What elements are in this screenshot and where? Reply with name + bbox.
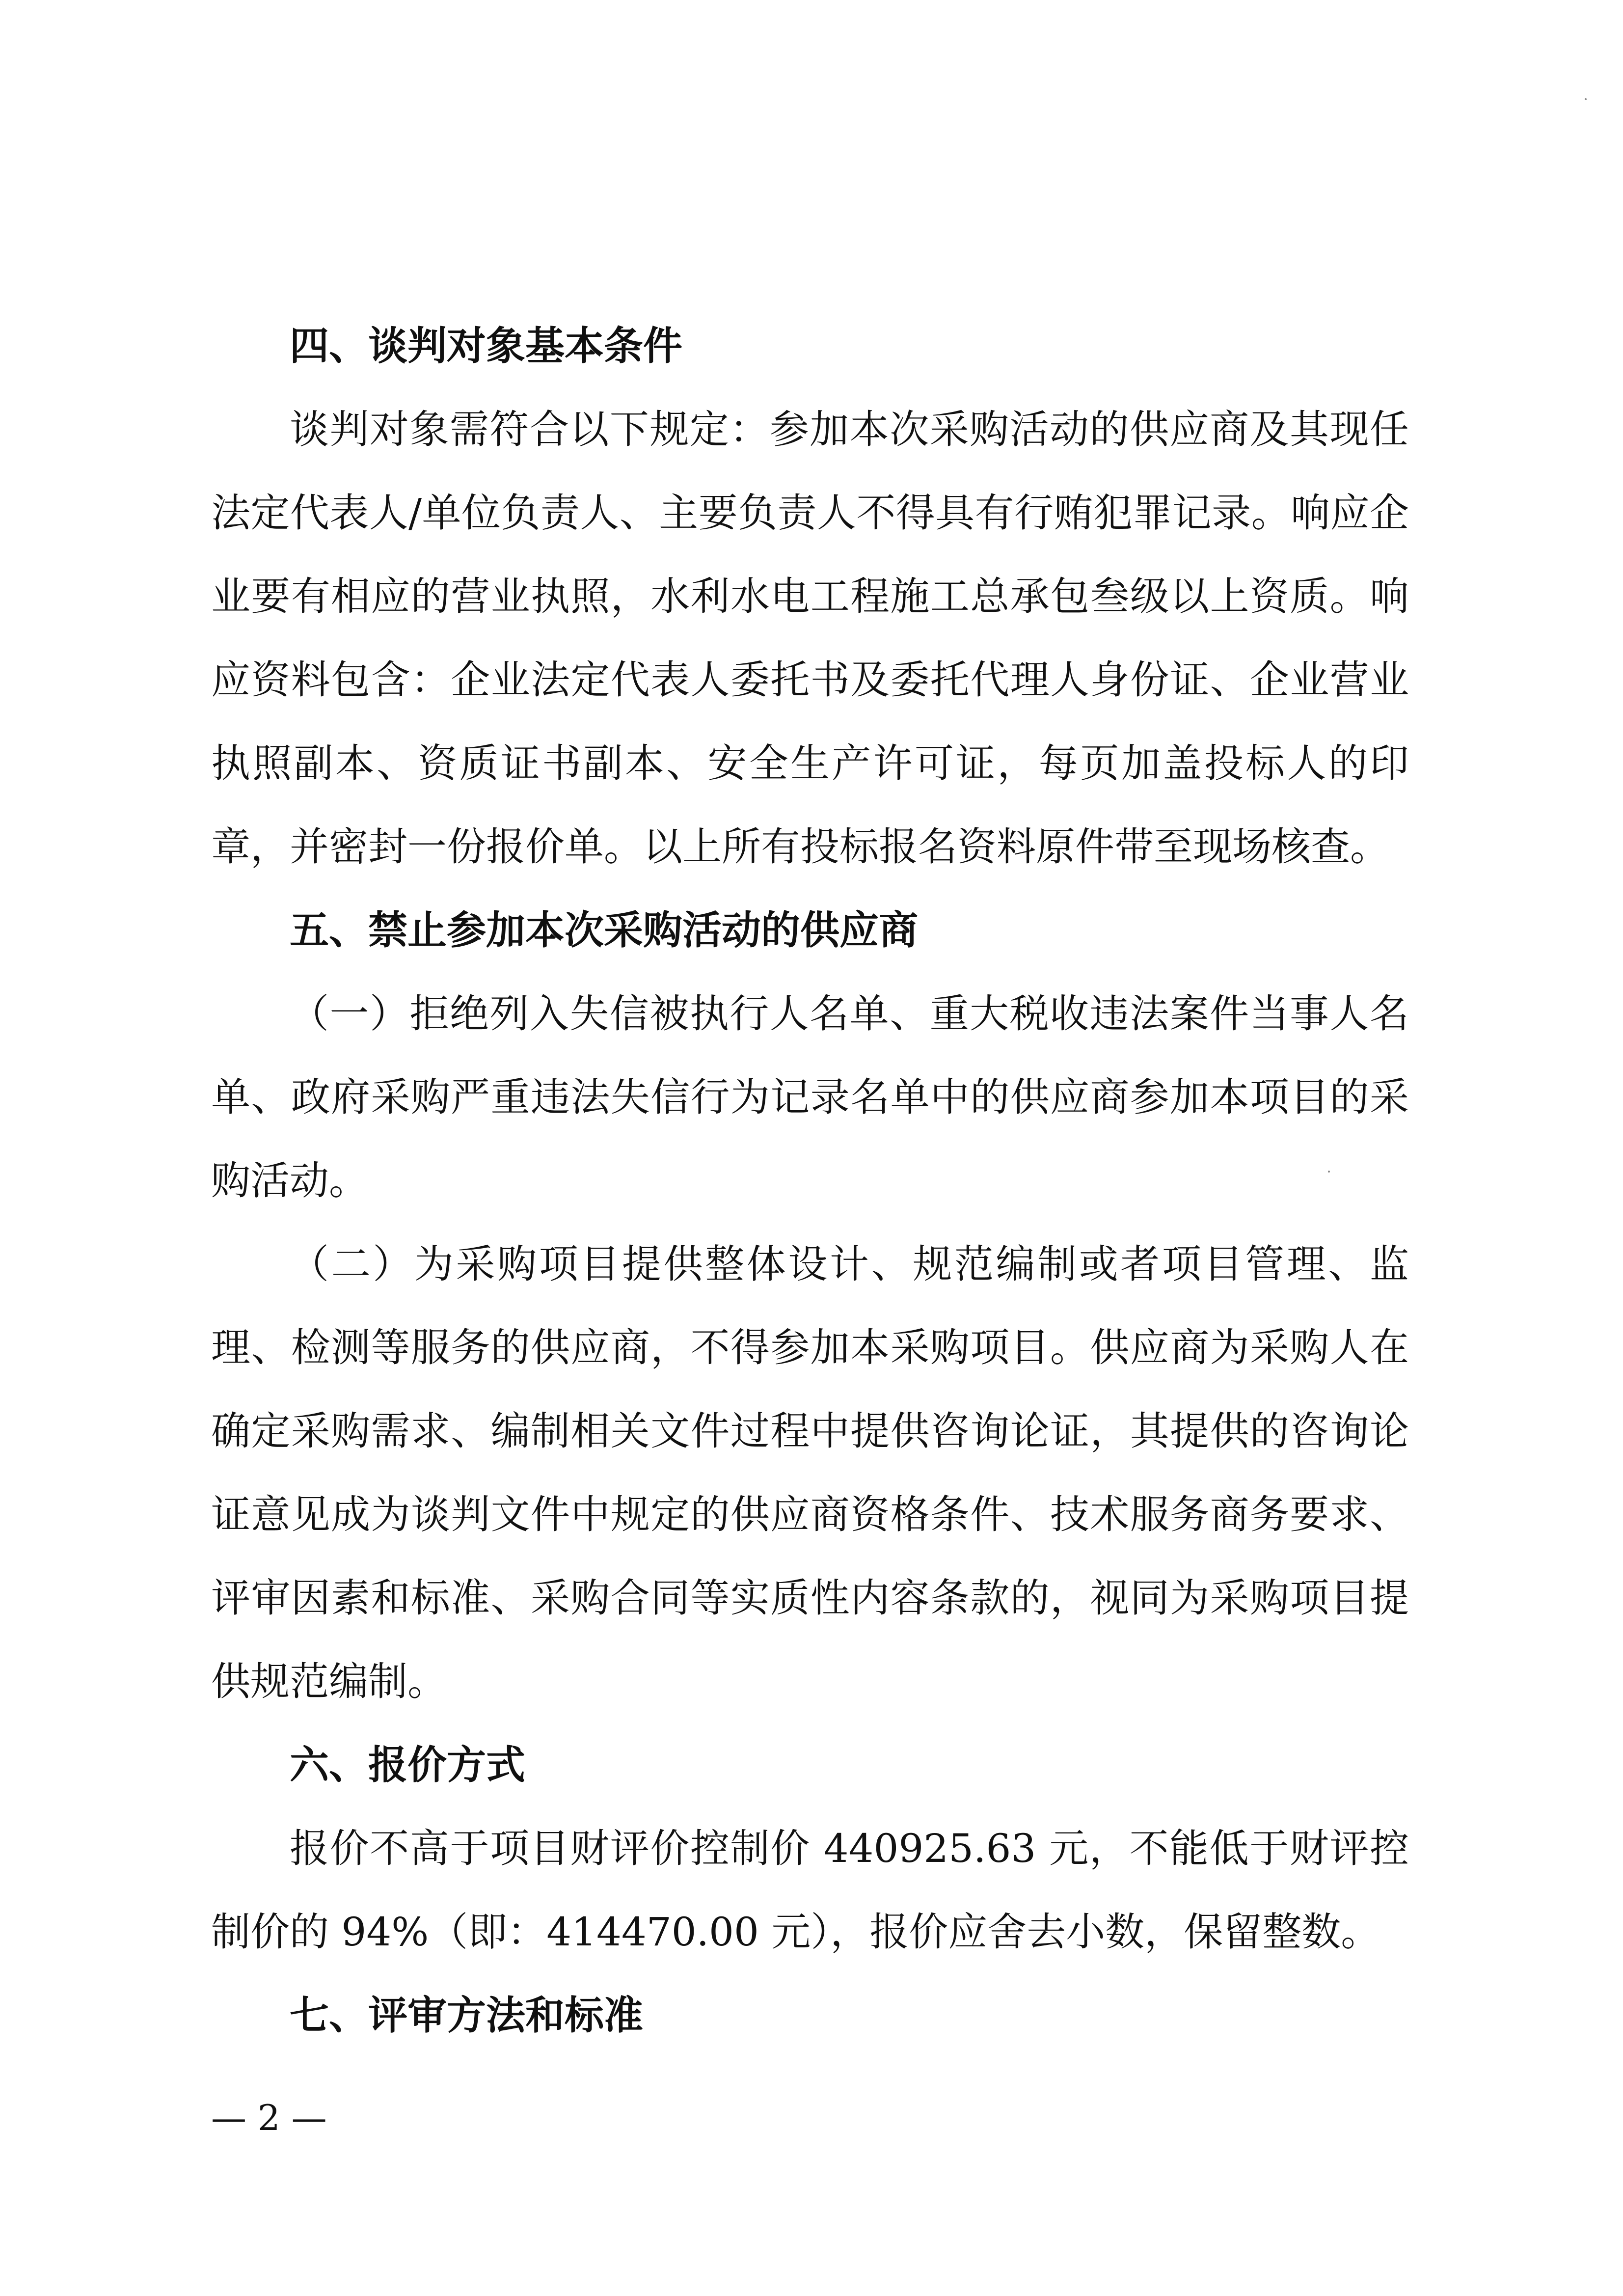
document-body [211, 304, 1409, 2057]
section-heading: 六、报价方式 [290, 1742, 525, 1788]
paragraph: 报价不高于项目财评价控制价 440925.63 元，不能低于财评控制价的 94%（即：414470.00 元），报价应舍去小数，保留整数。 [211, 1826, 1409, 1955]
paragraph: （二）为采购项目提供整体设计、规范编制或者项目管理、监理、检测等服务的供应商，不得参加本采购项目。供应商为采购人在确定采购需求、编制相关文件过程中提供咨询论证，其提供的咨询论证意见成为谈判文件中规定的供应商资格条件、技术服务商务要求、评审因素和标准、采购合同等实质性内容条款的，视同为采购项目提供规范编制。 [211, 1241, 1409, 1704]
section-heading: 五、禁止参加本次采购活动的供应商 [290, 907, 918, 953]
paragraph: 谈判对象需符合以下规定：参加本次采购活动的供应商及其现任法定代表人/单位负责人、主要负责人不得具有行贿犯罪记录。响应企业要有相应的营业执照，水利水电工程施工总承包叁级以上资质。响应资料包含：企业法定代表人委托书及委托代理人身份证、企业营业执照副本、资质证书副本、安全生产许可证，每页加盖投标人的印章，并密封一份报价单。以上所有投标报名资料原件带至现场核查。 [211, 407, 1409, 870]
scan-speck [1585, 98, 1587, 100]
paragraph: （一）拒绝列入失信被执行人名单、重大税收违法案件当事人名单、政府采购严重违法失信行为记录名单中的供应商参加本项目的采购活动。 [211, 991, 1409, 1203]
section-heading: 七、评审方法和标准 [290, 1993, 643, 2038]
page-number: — 2 — [211, 2097, 327, 2138]
section-heading: 四、谈判对象基本条件 [290, 323, 682, 369]
